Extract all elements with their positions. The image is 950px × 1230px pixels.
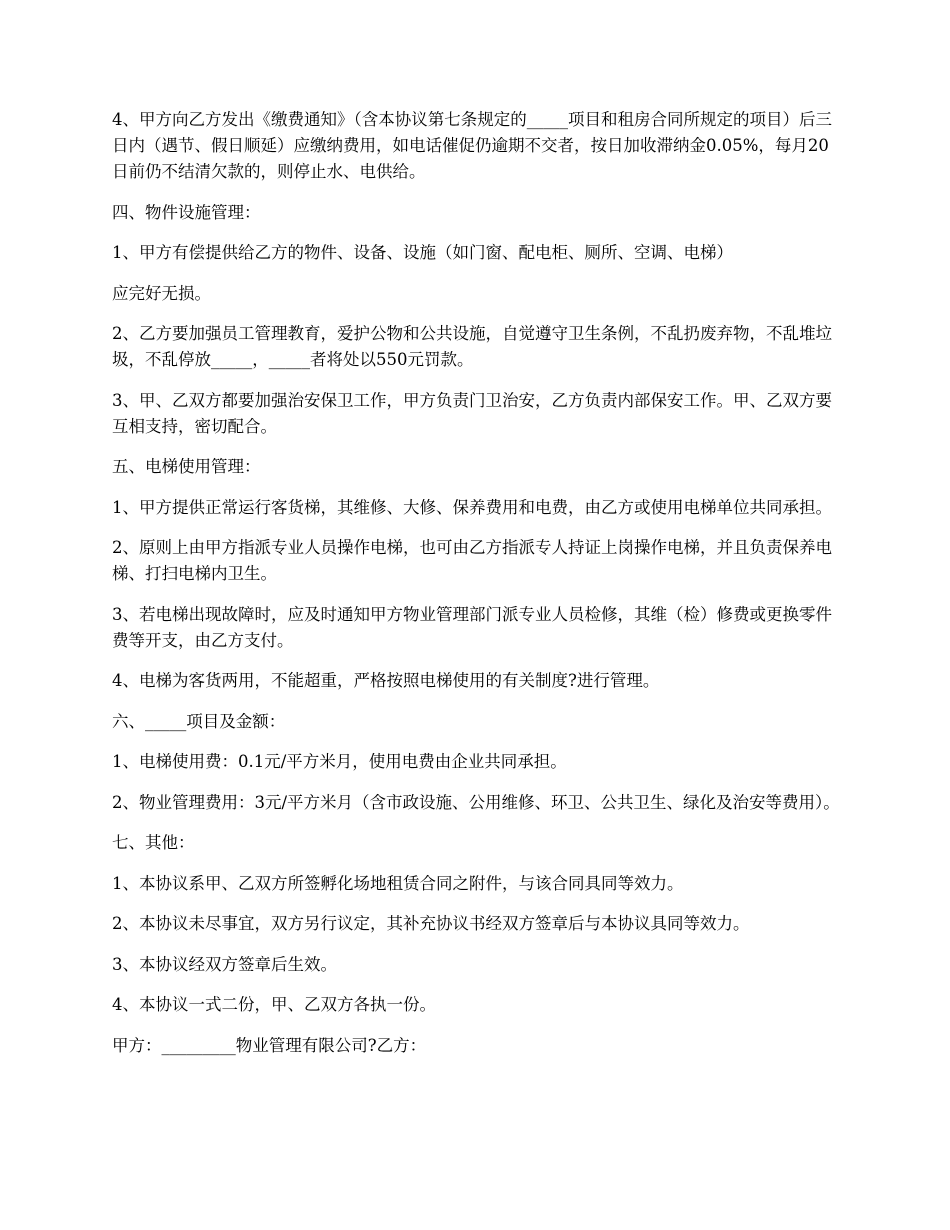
clause-2-elevator-operation: 2、原则上由甲方指派专业人员操作电梯，也可由乙方指派专人持证上岗操作电梯，并且负责保养电梯、打扫电梯内卫生。 bbox=[112, 538, 832, 583]
section-heading-other: 七、其他： bbox=[112, 833, 195, 852]
clause-3-effective: 3、本协议经双方签章后生效。 bbox=[112, 954, 337, 974]
clause-1-elevator-costs: 1、甲方提供正常运行客货梯，其维修、大修、保养费用和电费，由乙方或使用电梯单位共同承担。 bbox=[112, 497, 832, 517]
clause-2-staff-management: 2、乙方要加强员工管理教育，爱护公物和公共设施，自觉遵守卫生条例，不乱扔废弃物，不乱堆垃圾，不乱停放_____，_____者将处以550元罚款。 bbox=[112, 324, 832, 369]
clause-2-management-fee: 2、物业管理费用：3元/平方米月（含市政设施、公用维修、环卫、公共卫生、绿化及治安等费用）。 bbox=[112, 792, 840, 812]
clause-4-payment-notice: 4、甲方向乙方发出《缴费通知》（含本协议第七条规定的_____项目和租房合同所规定的项目）后三日内（遇节、假日顺延）应缴纳费用，如电话催促仍逾期不交者，按日加收滞纳金0.05%，每月20日前仍不结清欠款的，则停止水、电供给。 bbox=[112, 110, 832, 181]
clause-3-security: 3、甲、乙双方都要加强治安保卫工作，甲方负责门卫治安，乙方负责内部保安工作。甲、乙双方要互相支持，密切配合。 bbox=[112, 390, 832, 436]
clause-4-elevator-usage: 4、电梯为客货两用，不能超重，严格按照电梯使用的有关制度?进行管理。 bbox=[112, 671, 660, 690]
section-heading-facilities: 四、物件设施管理： bbox=[112, 202, 261, 222]
clause-1-facilities: 1、甲方有偿提供给乙方的物件、设备、设施（如门窗、配电柜、厕所、空调、电梯） bbox=[112, 243, 733, 262]
section-heading-fees: 六、_____项目及金额： bbox=[112, 711, 286, 731]
section-heading-elevator: 五、电梯使用管理： bbox=[112, 457, 261, 476]
document-body bbox=[112, 107, 840, 1073]
clause-1-elevator-fee: 1、电梯使用费：0.1元/平方米月，使用电费由企业共同承担。 bbox=[112, 752, 567, 771]
signature-line: 甲方：_________物业管理有限公司?乙方： bbox=[112, 1035, 427, 1055]
clause-2-supplement: 2、本协议未尽事宜，双方另行议定，其补充协议书经双方签章后与本协议具同等效力。 bbox=[112, 914, 750, 933]
clause-3-elevator-repair: 3、若电梯出现故障时，应及时通知甲方物业管理部门派专业人员检修，其维（检）修费或更换零件费等开支，由乙方支付。 bbox=[112, 604, 832, 650]
clause-1-annex: 1、本协议系甲、乙双方所签孵化场地租赁合同之附件，与该合同具同等效力。 bbox=[112, 873, 684, 893]
clause-1-facilities-cont: 应完好无损。 bbox=[112, 283, 211, 303]
clause-4-copies: 4、本协议一式二份，甲、乙双方各执一份。 bbox=[112, 995, 436, 1014]
